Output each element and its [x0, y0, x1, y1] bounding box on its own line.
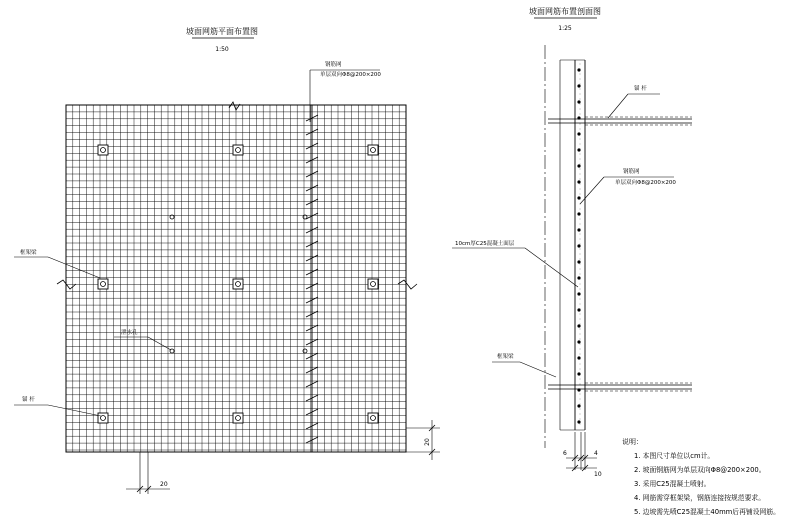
concrete-aggregate — [580, 419, 581, 420]
dim-6-label: 6 — [563, 450, 567, 457]
concrete-aggregate — [580, 219, 581, 220]
dim-right-label: 20 — [424, 438, 431, 446]
concrete-aggregate — [580, 94, 581, 95]
concrete-aggregate — [580, 309, 581, 310]
concrete-aggregate — [580, 329, 581, 330]
dim-4-label: 4 — [594, 450, 598, 457]
concrete-aggregate — [580, 284, 581, 285]
concrete-aggregate — [580, 404, 581, 405]
concrete-aggregate — [580, 339, 581, 340]
dim-10-label: 10 — [594, 471, 602, 478]
concrete-aggregate — [580, 189, 581, 190]
concrete-aggregate — [580, 109, 581, 110]
concrete-aggregate — [580, 114, 581, 115]
concrete-aggregate — [580, 74, 581, 75]
rebar-dot — [577, 324, 580, 327]
rebar-dot — [577, 340, 580, 343]
concrete-aggregate — [580, 234, 581, 235]
concrete-aggregate — [580, 179, 581, 180]
section-title: 坡面网筋布置剖面图 — [529, 7, 601, 16]
concrete-aggregate — [580, 194, 581, 195]
concrete-aggregate — [580, 154, 581, 155]
concrete-aggregate — [580, 89, 581, 90]
concrete-aggregate — [580, 124, 581, 125]
concrete-aggregate — [580, 334, 581, 335]
concrete-aggregate — [580, 79, 581, 80]
dim-bottom-label: 20 — [160, 481, 168, 488]
concrete-aggregate — [580, 164, 581, 165]
rebar-dot — [577, 100, 580, 103]
anchor-head — [98, 279, 108, 289]
drain-hole — [303, 349, 307, 353]
concrete-aggregate — [580, 349, 581, 350]
rebar-dot — [577, 84, 580, 87]
anchor-lower — [548, 383, 692, 391]
concrete-aggregate — [580, 199, 581, 200]
section-frame-leader — [520, 362, 556, 377]
concrete-aggregate — [580, 269, 581, 270]
section-frame-callout: 框架梁 — [497, 354, 514, 360]
break-mark-top — [229, 102, 240, 110]
section-mesh-leader — [580, 177, 604, 204]
concrete-aggregate — [580, 224, 581, 225]
concrete-aggregate — [580, 104, 581, 105]
rebar-lap-zone — [306, 105, 318, 452]
concrete-aggregate — [580, 99, 581, 100]
anchor-head — [98, 413, 108, 423]
concrete-aggregate — [580, 424, 581, 425]
concrete-aggregate — [580, 144, 581, 145]
concrete-aggregate — [580, 229, 581, 230]
rebar-dot — [577, 164, 580, 167]
concrete-aggregate — [580, 134, 581, 135]
concrete-aggregate — [580, 209, 581, 210]
concrete-aggregate — [580, 369, 581, 370]
plan-drain-leader — [148, 337, 171, 350]
section-anchor-leader — [608, 94, 628, 118]
plan-mesh-callout-title: 钢筋网 — [325, 62, 342, 68]
concrete-aggregate — [580, 169, 581, 170]
plan-frame-leader — [48, 257, 100, 278]
concrete-aggregate — [580, 324, 581, 325]
rebar-section-dots — [577, 64, 580, 425]
section-concrete-callout: 10cm厚C25混凝土面层 — [455, 241, 515, 247]
concrete-aggregate — [580, 354, 581, 355]
concrete-aggregate — [580, 359, 581, 360]
concrete-aggregate — [580, 364, 581, 365]
concrete-aggregate — [580, 139, 581, 140]
dimension-bottom — [126, 452, 170, 494]
concrete-aggregate — [580, 299, 581, 300]
plan-drain-callout: 泄水孔 — [121, 330, 138, 336]
concrete-aggregate — [580, 304, 581, 305]
plan-anchor-callout: 锚 杆 — [22, 397, 35, 403]
section-view — [452, 6, 692, 478]
plan-mesh-callout-spec: 单层双向Φ8@200×200 — [320, 72, 381, 78]
concrete-aggregate — [580, 174, 581, 175]
concrete-aggregate — [580, 379, 581, 380]
rebar-mesh-grid — [66, 105, 406, 452]
concrete-aggregate — [580, 239, 581, 240]
concrete-aggregate — [580, 344, 581, 345]
concrete-aggregate — [580, 399, 581, 400]
concrete-aggregate — [580, 264, 581, 265]
concrete-aggregate — [580, 129, 581, 130]
concrete-aggregate — [580, 374, 581, 375]
concrete-aggregate — [580, 294, 581, 295]
section-dimensions — [563, 432, 602, 478]
concrete-aggregate — [580, 84, 581, 85]
section-concrete-leader — [525, 248, 578, 287]
plan-title: 坡面网筋平面布置图 — [186, 27, 258, 36]
note-item: 3. 采用C25混凝土喷射。 — [634, 480, 711, 488]
concrete-aggregate — [580, 69, 581, 70]
plan-frame-callout: 框架梁 — [20, 250, 37, 256]
note-item: 4. 网筋需穿框架梁，钢筋连接按规范要求。 — [634, 494, 765, 502]
note-item: 1. 本图尺寸单位以cm计。 — [634, 452, 715, 460]
concrete-aggregate — [580, 314, 581, 315]
anchor-head — [368, 279, 378, 289]
rebar-dot — [577, 244, 580, 247]
design-notes — [622, 437, 780, 516]
anchor-head — [368, 413, 378, 423]
concrete-aggregate — [580, 394, 581, 395]
notes-heading: 说明： — [622, 438, 643, 446]
concrete-aggregate — [580, 384, 581, 385]
concrete-aggregate — [580, 289, 581, 290]
concrete-aggregate — [580, 64, 581, 65]
concrete-aggregate — [580, 259, 581, 260]
concrete-aggregate — [580, 409, 581, 410]
concrete-aggregate — [580, 279, 581, 280]
concrete-aggregate — [580, 244, 581, 245]
anchor-head — [368, 145, 378, 155]
anchor-upper — [548, 117, 692, 125]
anchor-head — [233, 279, 243, 289]
anchor-head — [98, 145, 108, 155]
rebar-dot — [577, 404, 580, 407]
concrete-aggregate — [580, 214, 581, 215]
section-anchor-callout: 锚 杆 — [634, 86, 647, 92]
concrete-aggregate — [580, 159, 581, 160]
section-scale: 1:25 — [558, 25, 572, 32]
concrete-aggregate — [580, 274, 581, 275]
section-mesh-callout-title: 钢筋网 — [623, 169, 640, 175]
anchor-heads — [98, 145, 378, 423]
anchor-head — [233, 145, 243, 155]
concrete-aggregate — [580, 249, 581, 250]
concrete-aggregate — [580, 414, 581, 415]
note-item: 5. 边坡需先喷C25混凝土40mm后再铺设网筋。 — [634, 508, 780, 516]
rebar-dot — [577, 180, 580, 183]
note-item: 2. 坡面钢筋网为单层双向Φ8@200×200。 — [634, 466, 766, 474]
plan-scale: 1:50 — [215, 46, 229, 53]
concrete-aggregate — [580, 149, 581, 150]
concrete-aggregate — [580, 254, 581, 255]
anchor-head — [233, 413, 243, 423]
dimension-right — [406, 420, 440, 460]
rebar-dot — [577, 260, 580, 263]
rebar-dot — [577, 420, 580, 423]
concrete-aggregate — [580, 184, 581, 185]
concrete-aggregate — [580, 319, 581, 320]
plan-view — [14, 26, 440, 494]
section-mesh-callout-spec: 单层双向Φ8@200×200 — [615, 180, 676, 186]
